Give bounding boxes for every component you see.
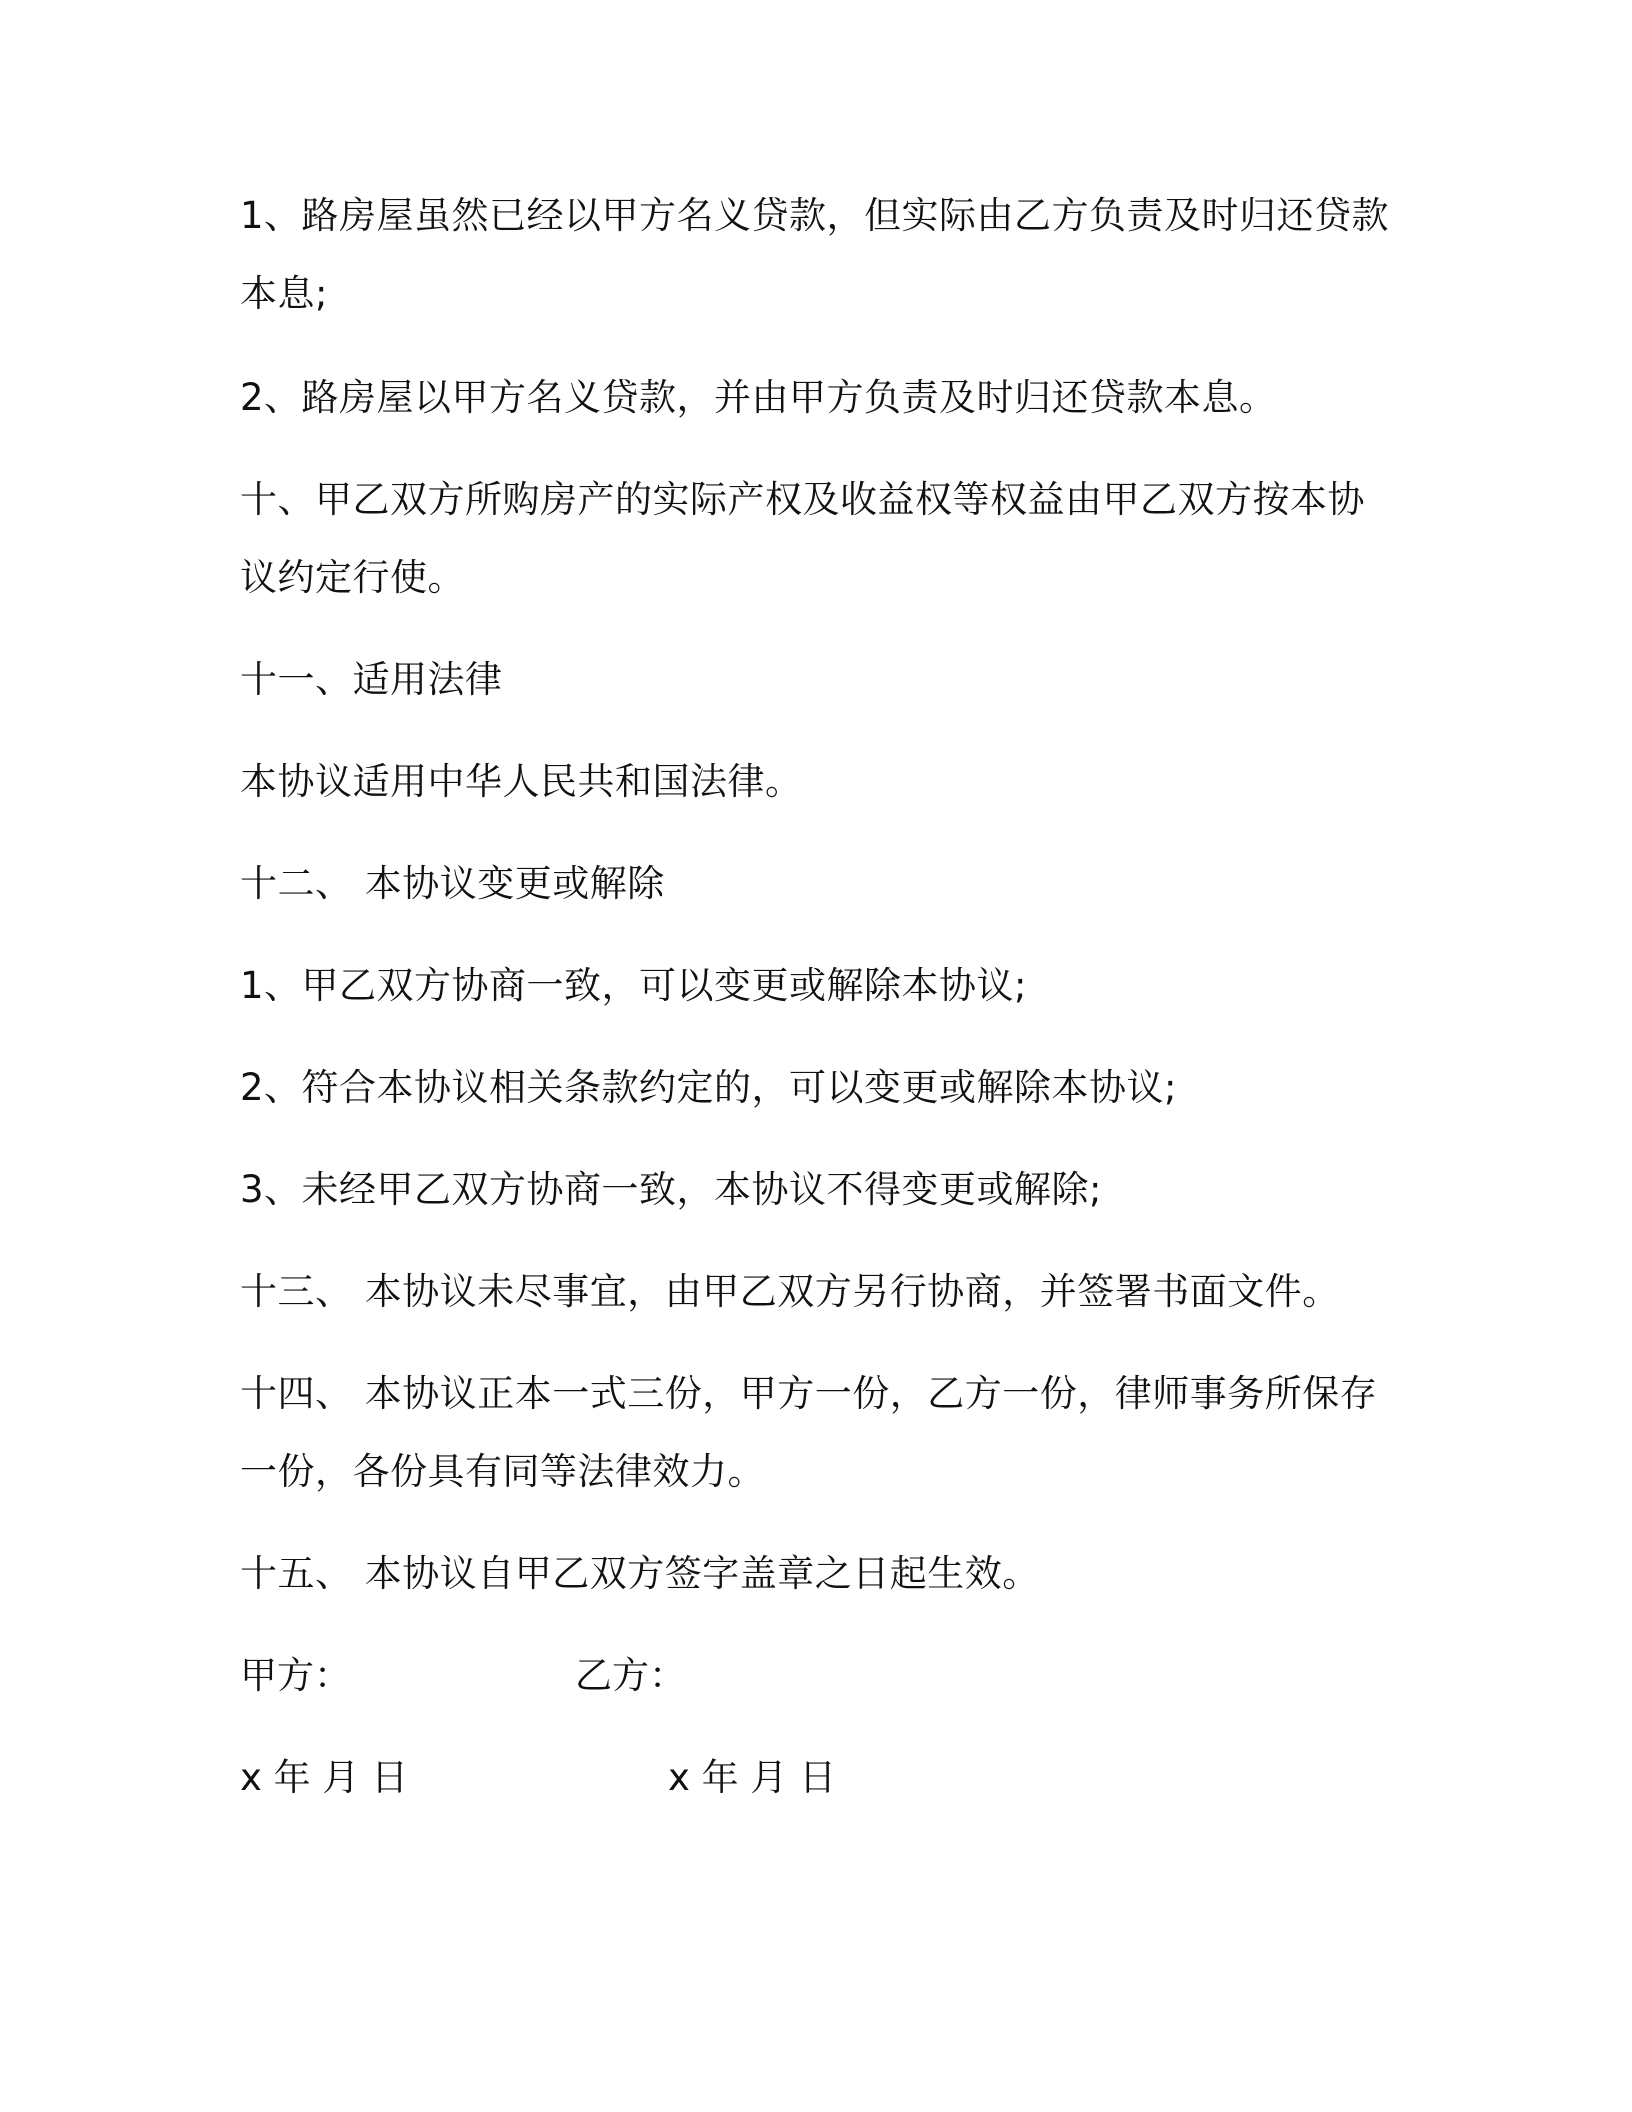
party-b-date: x 年 月 日 <box>668 1756 837 1799</box>
section-heading: 十二、 本协议变更或解除 <box>240 862 665 905</box>
clause-line: 本协议适用中华人民共和国法律。 <box>240 760 803 803</box>
clause-line: 2、路房屋以甲方名义贷款，并由甲方负责及时归还贷款本息。 <box>240 376 1277 419</box>
clause-line: 一份，各份具有同等法律效力。 <box>240 1450 765 1493</box>
clause-line: 1、路房屋虽然已经以甲方名义贷款，但实际由乙方负责及时归还贷款 <box>240 194 1390 237</box>
clause-line: 2、符合本协议相关条款约定的，可以变更或解除本协议; <box>240 1066 1178 1109</box>
section-heading: 十三、 本协议未尽事宜，由甲乙双方另行协商，并签署书面文件。 <box>240 1270 1340 1313</box>
clause-line: 3、未经甲乙双方协商一致，本协议不得变更或解除; <box>240 1168 1103 1211</box>
section-heading: 十五、 本协议自甲乙双方签字盖章之日起生效。 <box>240 1552 1040 1595</box>
clause-line: 1、甲乙双方协商一致，可以变更或解除本协议; <box>240 964 1028 1007</box>
section-heading: 十四、 本协议正本一式三份，甲方一份，乙方一份，律师事务所保存 <box>240 1372 1378 1415</box>
party-a-label: 甲方： <box>240 1654 351 1697</box>
party-a-date: x 年 月 日 <box>240 1756 409 1799</box>
clause-heading: 十、甲乙双方所购房产的实际产权及收益权等权益由甲乙双方按本协 <box>240 478 1365 521</box>
clause-line: 议约定行使。 <box>240 556 465 599</box>
section-heading: 十一、适用法律 <box>240 658 503 701</box>
clause-line: 本息; <box>240 272 328 315</box>
party-b-label: 乙方： <box>575 1654 686 1697</box>
